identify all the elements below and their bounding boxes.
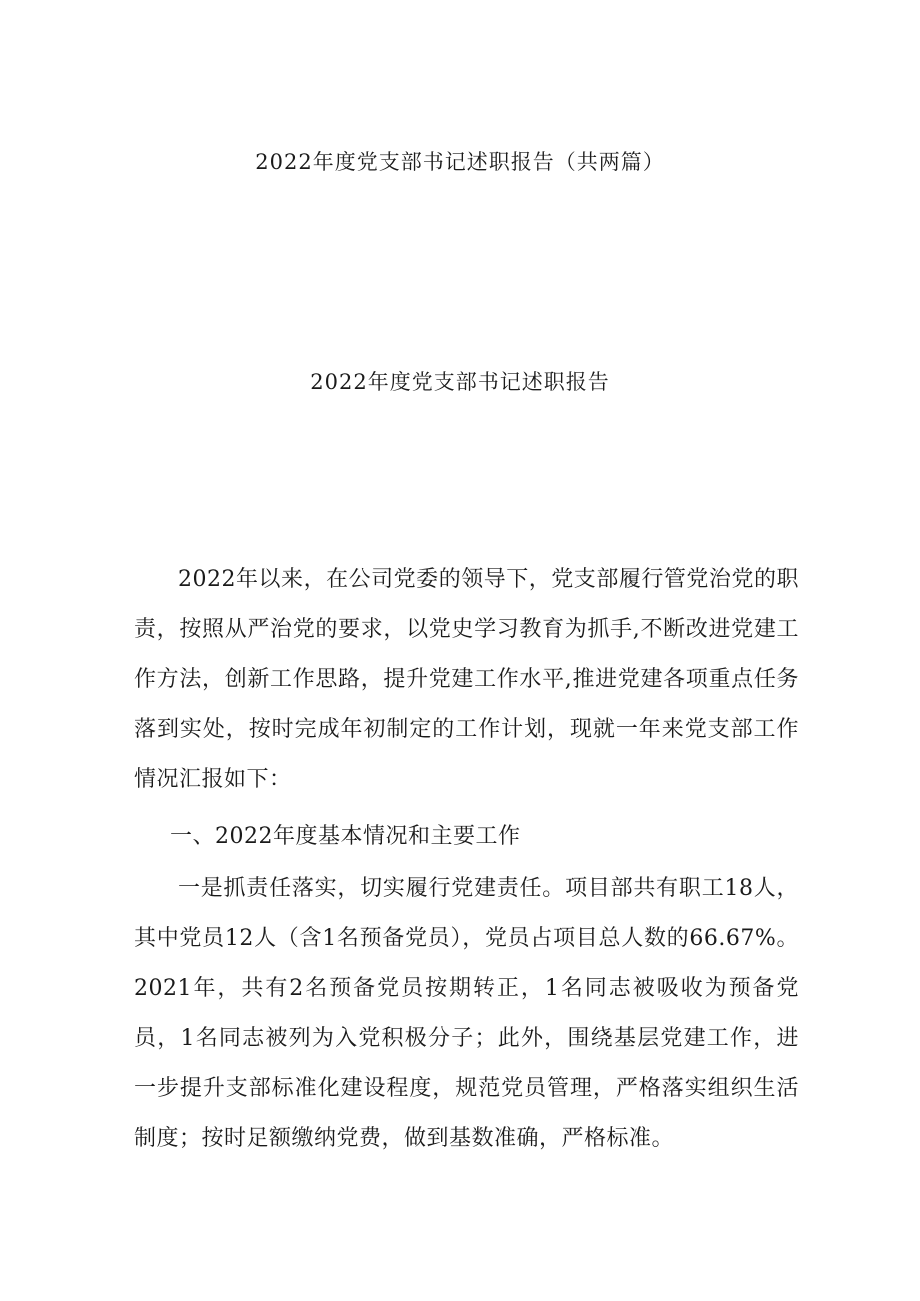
document-main-title: 2022年度党支部书记述职报告（共两篇） [255,150,665,174]
intro-paragraph: 2022年以来，在公司党委的领导下，党支部履行管党治党的职责，按照从严治党的要求，以党史学习教育为抓手,不断改进党建工作方法，创新工作思路，提升党建工作水平,推进党建各项重点任务落到实处，按时完成年初制定的工作计划，现就一年来党支部工作情况汇报如下： [134,567,799,792]
section-heading: 一、2022年度基本情况和主要工作 [170,824,521,849]
report-title: 2022年度党支部书记述职报告 [310,370,610,394]
point-one-paragraph: 一是抓责任落实，切实履行党建责任。项目部共有职工18人，其中党员12人（含1名预备党员），党员占项目总人数的66.67%。2021年，共有2名预备党员按期转正，1名同志被吸收为预备党员，1名同志被列为入党积极分子；此外，围绕基层党建工作，进一步提升支部标准化建设程度，规范党员管理，严格落实组织生活制度；按时足额缴纳党费，做到基数准确，严格标准。 [134,876,799,1151]
